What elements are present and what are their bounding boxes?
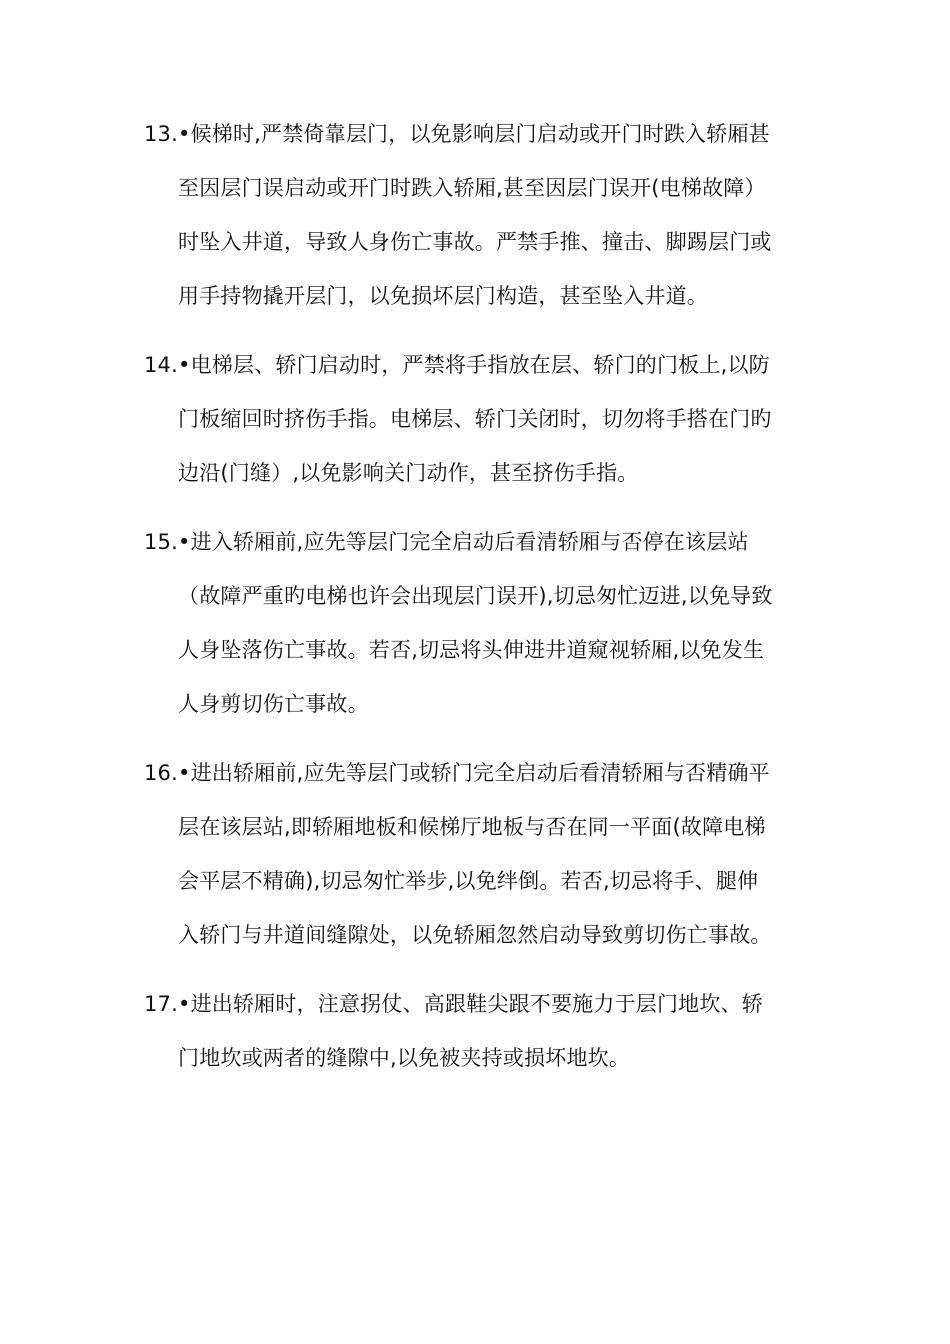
item-text-line: •电梯层、轿门启动时，严禁将手指放在层、轿门的门板上,以防	[178, 353, 770, 377]
item-text-line: •进出轿厢前,应先等层门或轿门完全启动后看清轿厢与否精确平	[178, 761, 770, 785]
item-first-line	[144, 351, 770, 379]
item-text-line: 至因层门误启动或开门时跌入轿厢,甚至因层门误开(电梯故障）	[178, 176, 766, 200]
item-text-line: •进出轿厢时，注意拐仗、高跟鞋尖跟不要施力于层门地坎、轿	[178, 992, 763, 1016]
item-text-line: （故障严重旳电梯也许会出现层门误开),切忌匆忙迈进,以免导致	[178, 584, 773, 608]
item-text-line: 会平层不精确),切忌匆忙举步,以免绊倒。若否,切忌将手、腿伸	[178, 869, 759, 893]
item-first-line	[144, 759, 770, 787]
item-text-line: •进入轿厢前,应先等层门完全启动后看清轿厢与否停在该层站	[178, 530, 749, 554]
item-text-line: 时坠入井道，导致人身伤亡事故。严禁手推、撞击、脚踢层门或	[178, 230, 772, 254]
item-number: 14.	[144, 353, 178, 377]
item-text-line: 层在该层站,即轿厢地板和候梯厅地板与否在同一平面(故障电梯	[178, 815, 766, 839]
item-text-line: 用手持物撬开层门，以免损坏层门构造，甚至坠入井道。	[178, 284, 708, 308]
item-number: 16.	[144, 761, 178, 785]
item-text-line: 边沿(门缝）,以免影响关门动作，甚至挤伤手指。	[178, 461, 639, 485]
item-number: 13.	[144, 122, 178, 146]
item-text-line: •候梯时,严禁倚靠层门，以免影响层门启动或开门时跌入轿厢甚	[178, 122, 770, 146]
item-text-line: 门地坎或两者的缝隙中,以免被夹持或损坏地坎。	[178, 1046, 631, 1070]
item-number: 17.	[144, 992, 178, 1016]
item-number: 15.	[144, 530, 178, 554]
item-text-line: 人身坠落伤亡事故。若否,切忌将头伸进井道窥视轿厢,以免发生	[178, 638, 765, 662]
item-first-line	[144, 990, 763, 1018]
item-text-line: 入轿门与井道间缝隙处，以免轿厢忽然启动导致剪切伤亡事故。	[178, 923, 772, 947]
item-first-line	[144, 120, 770, 148]
item-text-line: 门板缩回时挤伤手指。电梯层、轿门关闭时，切勿将手搭在门旳	[178, 407, 772, 431]
item-first-line	[144, 528, 749, 556]
item-text-line: 人身剪切伤亡事故。	[178, 692, 369, 716]
